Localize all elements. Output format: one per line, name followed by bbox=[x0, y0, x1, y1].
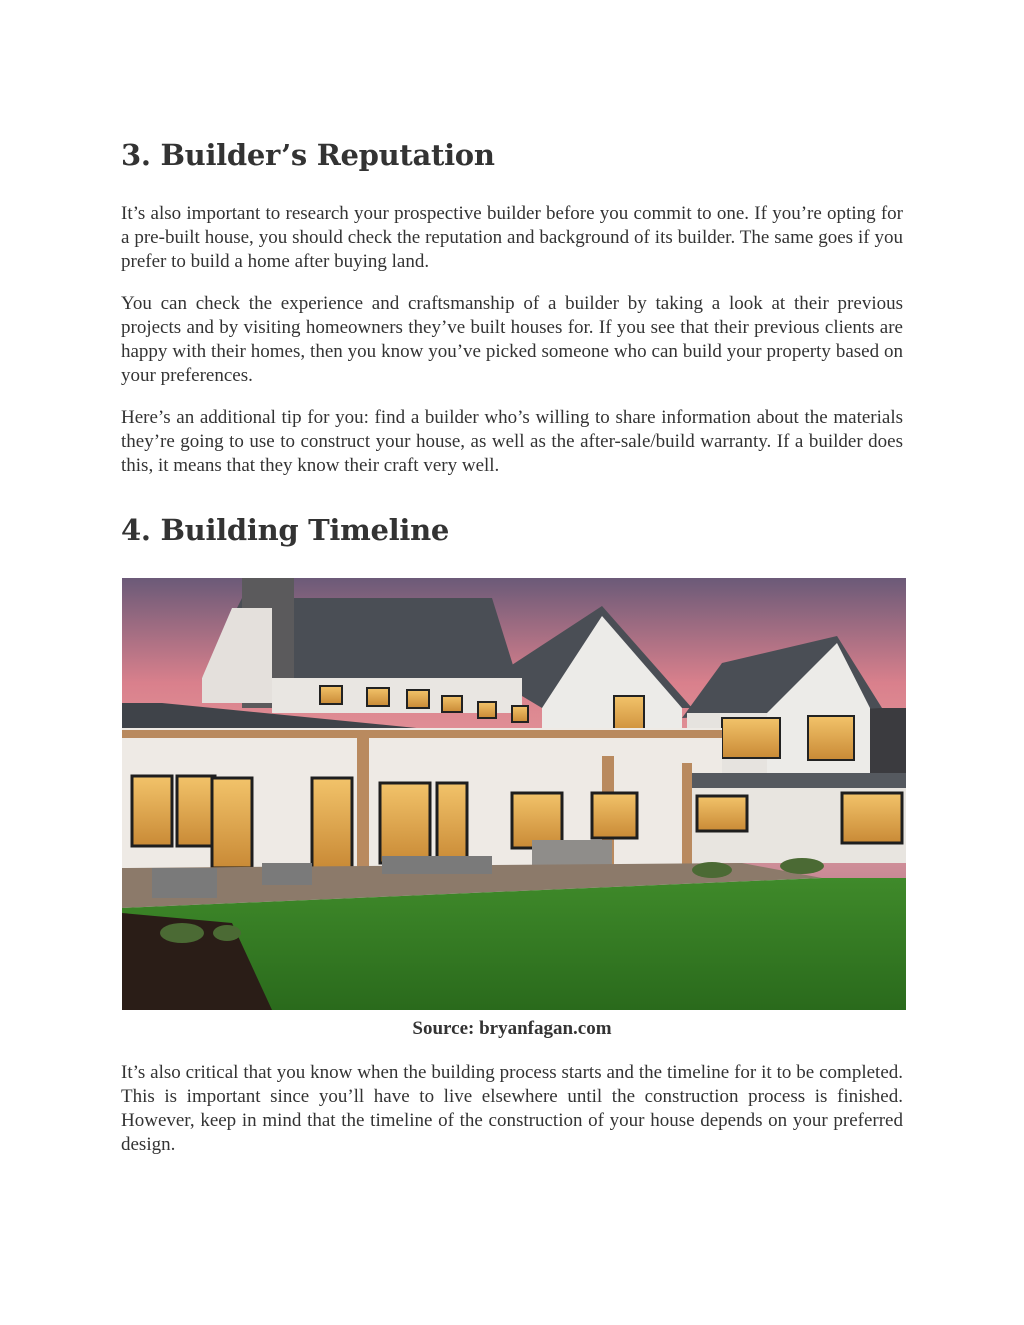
paragraph-check-experience: You can check the experience and craftsmanship of a builder by taking a look at their previous projects and by visiting homeowners they’ve built houses for. If you see that their previous clients are happy with their homes, then you know you’ve picked someone who can build your property based on your preferences. bbox=[121, 293, 903, 386]
paragraph-research-builder: It’s also important to research your prospective builder before you commit to one. If you’re opting for a pre-built house, you should check the reputation and background of its builder. The same goes if you prefer to build a home after buying land. bbox=[121, 203, 903, 272]
house-photo bbox=[122, 578, 906, 1010]
paragraph-additional-tip: Here’s an additional tip for you: find a builder who’s willing to share information about the materials they’re going to use to construct your house, as well as the after-sale/build warranty. If a builder does this, it means that they know their craft very well. bbox=[121, 407, 903, 476]
image-caption: Source: bryanfagan.com bbox=[412, 1018, 612, 1039]
section-heading-builders-reputation: 3. Builder’s Reputation bbox=[121, 138, 495, 172]
section-heading-building-timeline: 4. Building Timeline bbox=[121, 513, 450, 547]
paragraph-building-timeline: It’s also critical that you know when the building process starts and the timeline for it to be completed. This is important since you’ll have to live elsewhere until the construction process is finished. However, keep in mind that the timeline of the construction of your house depends on your preferred design. bbox=[121, 1062, 903, 1155]
